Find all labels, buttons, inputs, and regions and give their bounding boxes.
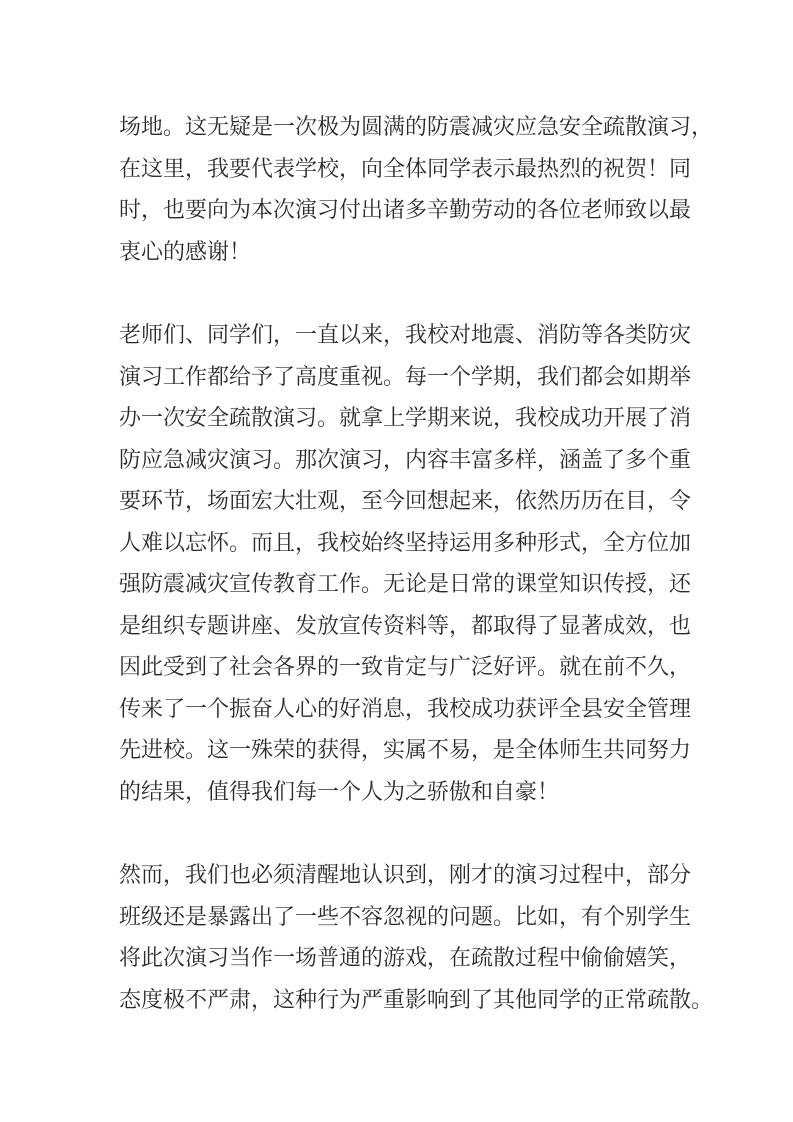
text-line: 强防震减灾宣传教育工作。无论是日常的课堂知识传授，还: [119, 571, 692, 596]
text-line: 老师们、同学们，一直以来，我校对地震、消防等各类防灾: [119, 322, 692, 347]
text-line: 办一次安全疏散演习。就拿上学期来说，我校成功开展了消: [119, 405, 692, 430]
text-line: 场地。这无疑是一次极为圆满的防震减灾应急安全疏散演习，: [119, 114, 714, 139]
text-line: 因此受到了社会各界的一致肯定与广泛好评。就在前不久，: [119, 654, 692, 679]
paragraph: [119, 106, 739, 272]
text-line: 将此次演习当作一场普通的游戏，在疏散过程中偷偷嬉笑，: [119, 945, 692, 970]
text-line: 传来了一个振奋人心的好消息，我校成功获评全县安全管理: [119, 695, 692, 721]
text-line: 演习工作都给予了高度重视。每一个学期，我们都会如期举: [119, 363, 692, 389]
text-line: 态度极不严肃，这种行为严重影响到了其他同学的正常疏散。: [119, 986, 714, 1012]
text-line: 的结果，值得我们每一个人为之骄傲和自豪！: [119, 778, 560, 804]
text-line: 时，也要向为本次演习付出诸多辛勤劳动的各位老师致以最: [119, 197, 692, 222]
text-line: 衷心的感谢！: [119, 238, 252, 264]
text-line: 班级还是暴露出了一些不容忽视的问题。比如，有个别学生: [119, 903, 692, 929]
text-line: 在这里，我要代表学校，向全体同学表示最热烈的祝贺！同: [119, 155, 692, 181]
text-line: 要环节，场面宏大壮观，至今回想起来，依然历历在目，令: [119, 488, 692, 513]
text-line: 然而，我们也必须清醒地认识到，刚才的演习过程中，部分: [119, 862, 692, 887]
paragraph: [119, 314, 739, 812]
text-line: 防应急减灾演习。那次演习，内容丰富多样，涵盖了多个重: [119, 446, 692, 472]
text-line: 人难以忘怀。而且，我校始终坚持运用多种形式，全方位加: [119, 529, 692, 555]
paragraph: [119, 854, 739, 1020]
document-body: [119, 106, 739, 1062]
text-line: 先进校。这一殊荣的获得，实属不易，是全体师生共同努力: [119, 737, 692, 762]
text-line: 是组织专题讲座、发放宣传资料等，都取得了显著成效，也: [119, 612, 692, 638]
